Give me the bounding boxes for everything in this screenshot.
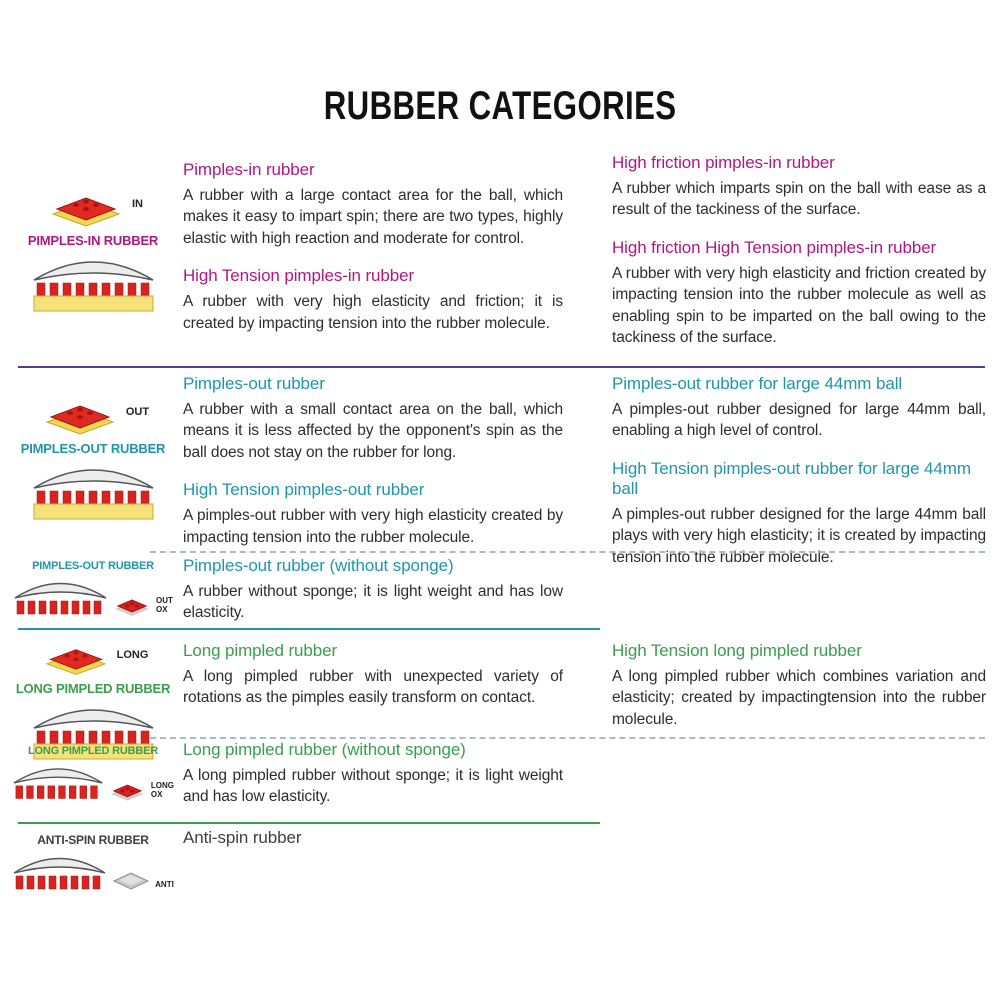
pimples-in-cross-section-icon xyxy=(31,253,156,315)
ox-chip-label-bottom: OX xyxy=(156,604,168,614)
long-ox-chip-label-bottom: OX xyxy=(150,789,163,799)
body-high-friction-high-tension: A rubber with very high elasticity and friction created by impacting tension into the rubber molecule as well as enabling spin to be imparted on the ball owing to the tackiness of the surface. xyxy=(612,264,986,346)
body-long-pimpled-nosponge: A long pimpled rubber without sponge; it is light weight and has low elasticity. xyxy=(183,767,563,806)
ox-chip-label xyxy=(156,596,173,618)
divider-dashed-1 xyxy=(150,551,985,553)
pimples-out-ox-row xyxy=(12,576,174,618)
anti-spin-cross-section-icon xyxy=(12,851,107,893)
pimples-out-col-1 xyxy=(183,374,563,548)
pimples-out-chip-icon xyxy=(37,386,123,438)
pimples-in-col-1 xyxy=(183,160,563,334)
anti-chip-label xyxy=(155,880,174,893)
divider-dashed-2 xyxy=(150,737,985,739)
pimples-in-col-2 xyxy=(612,153,986,348)
long-pimpled-figure-label: LONG PIMPLED RUBBER xyxy=(15,681,171,696)
pimples-out-ox-col xyxy=(183,556,563,624)
chip-label-in: IN xyxy=(132,198,143,210)
body-pimples-out: A rubber with a small contact area on the ball, which means it is less affected by the opponent's spin as the ball does not stay on the rubber for long. xyxy=(183,401,563,461)
heading-high-tension-pimples-out-44mm: High Tension pimples-out rubber for large 44mm ball xyxy=(612,458,971,498)
body-pimples-in: A rubber with a large contact area for the ball, which makes it easy to impart spin; there are two types, highly elastic with high reaction and moderate for control. xyxy=(183,187,563,247)
long-ox-chip-icon xyxy=(107,773,148,803)
long-pimpled-nosponge-icon xyxy=(12,761,104,803)
chip-label-long: LONG xyxy=(116,649,149,661)
page-title-wrap xyxy=(0,84,1000,129)
long-pimpled-chip-row xyxy=(12,632,174,678)
pimples-out-chip-row xyxy=(12,386,174,438)
pimples-in-chip-icon xyxy=(43,178,129,230)
text-block xyxy=(183,556,563,624)
body-high-friction-pimples-in: A rubber which imparts spin on the ball with ease as a result of the tackiness of the surface. xyxy=(612,180,986,219)
text-block xyxy=(612,153,986,221)
anti-spin-row xyxy=(12,851,174,893)
heading-pimples-out: Pimples-out rubber xyxy=(183,374,325,393)
pimples-out-cross-section-icon xyxy=(31,461,156,523)
heading-pimples-in: Pimples-in rubber xyxy=(183,160,315,179)
long-pimpled-ox-figure-label: LONG PIMPLED RUBBER xyxy=(27,745,159,757)
ox-chip-icon xyxy=(111,588,153,618)
text-block xyxy=(183,266,563,334)
pimples-in-chip-row xyxy=(12,178,174,230)
pimples-out-nosponge-icon xyxy=(13,576,108,618)
body-high-tension-pimples-out-44mm: A pimples-out rubber designed for the large 44mm ball plays with very high elasticity; it is created by impacting tension into the rubber molecule. xyxy=(612,505,986,566)
anti-chip-icon xyxy=(110,865,152,893)
body-high-tension-long-pimpled: A long pimpled rubber which combines variation and elasticity; created by impactingtension into the rubber molecule. xyxy=(612,668,986,728)
pimples-in-figure-label: PIMPLES-IN RUBBER xyxy=(27,233,159,248)
heading-pimples-out-nosponge: Pimples-out rubber (without sponge) xyxy=(183,556,454,575)
text-block xyxy=(612,238,986,349)
heading-long-pimpled-nosponge: Long pimpled rubber (without sponge) xyxy=(183,740,466,759)
heading-high-friction-pimples-in: High friction pimples-in rubber xyxy=(612,153,835,172)
divider-teal xyxy=(18,628,600,630)
text-block xyxy=(183,480,563,548)
pimples-out-ox-figure-label: PIMPLES-OUT RUBBER xyxy=(32,560,154,572)
divider-green xyxy=(18,822,600,824)
body-long-pimpled: A long pimpled rubber with unexpected variety of rotations as the pimples easily transform on contact. xyxy=(183,668,563,707)
pimples-out-figure-label: PIMPLES-OUT RUBBER xyxy=(20,441,166,456)
heading-high-friction-high-tension: High friction High Tension pimples-in rubber xyxy=(612,237,937,257)
heading-high-tension-pimples-in: High Tension pimples-in rubber xyxy=(183,266,415,286)
pimples-out-col-2 xyxy=(612,374,986,568)
page-title: RUBBER CATEGORIES xyxy=(323,84,677,128)
pimples-out-figure xyxy=(12,386,174,528)
long-pimpled-col-1 xyxy=(183,641,563,709)
text-block xyxy=(612,641,986,730)
heading-high-tension-long-pimpled: High Tension long pimpled rubber xyxy=(612,641,862,660)
text-block xyxy=(612,374,986,442)
long-pimpled-ox-col xyxy=(183,740,563,808)
ox-chip-label-top: OUT xyxy=(156,595,173,605)
anti-spin-figure-label: ANTI-SPIN RUBBER xyxy=(37,833,149,847)
long-pimpled-col-2 xyxy=(612,641,986,730)
heading-anti-spin: Anti-spin rubber xyxy=(183,828,302,847)
body-pimples-out-nosponge: A rubber without sponge; it is light weight and has low elasticity. xyxy=(183,583,563,622)
pimples-in-figure xyxy=(12,178,174,320)
anti-spin-figure xyxy=(12,833,174,893)
anti-chip-label-text: ANTI xyxy=(155,879,174,889)
heading-long-pimpled: Long pimpled rubber xyxy=(183,641,338,660)
text-block xyxy=(183,828,563,848)
heading-high-tension-pimples-out: High Tension pimples-out rubber xyxy=(183,480,425,500)
long-ox-chip-label xyxy=(151,781,174,803)
chip-label-out: OUT xyxy=(125,406,150,418)
body-pimples-out-44mm: A pimples-out rubber designed for large 44mm ball, enabling a high level of control. xyxy=(612,401,986,440)
body-high-tension-pimples-out: A pimples-out rubber with very high elasticity created by impacting tension into the rubber molecule. xyxy=(183,507,563,546)
long-pimpled-ox-row xyxy=(12,761,174,803)
long-ox-chip-label-top: LONG xyxy=(150,780,174,790)
text-block xyxy=(183,160,563,249)
body-high-tension-pimples-in: A rubber with very high elasticity and friction; it is created by impacting tension into the rubber molecule. xyxy=(183,293,563,332)
long-pimpled-chip-icon xyxy=(38,632,114,678)
divider-purple xyxy=(18,366,985,368)
long-pimpled-ox-figure xyxy=(12,745,174,803)
pimples-out-ox-figure xyxy=(12,560,174,618)
text-block xyxy=(183,374,563,463)
anti-spin-col xyxy=(183,828,563,853)
text-block xyxy=(183,641,563,709)
heading-pimples-out-44mm: Pimples-out rubber for large 44mm ball xyxy=(612,374,903,393)
text-block xyxy=(183,740,563,808)
